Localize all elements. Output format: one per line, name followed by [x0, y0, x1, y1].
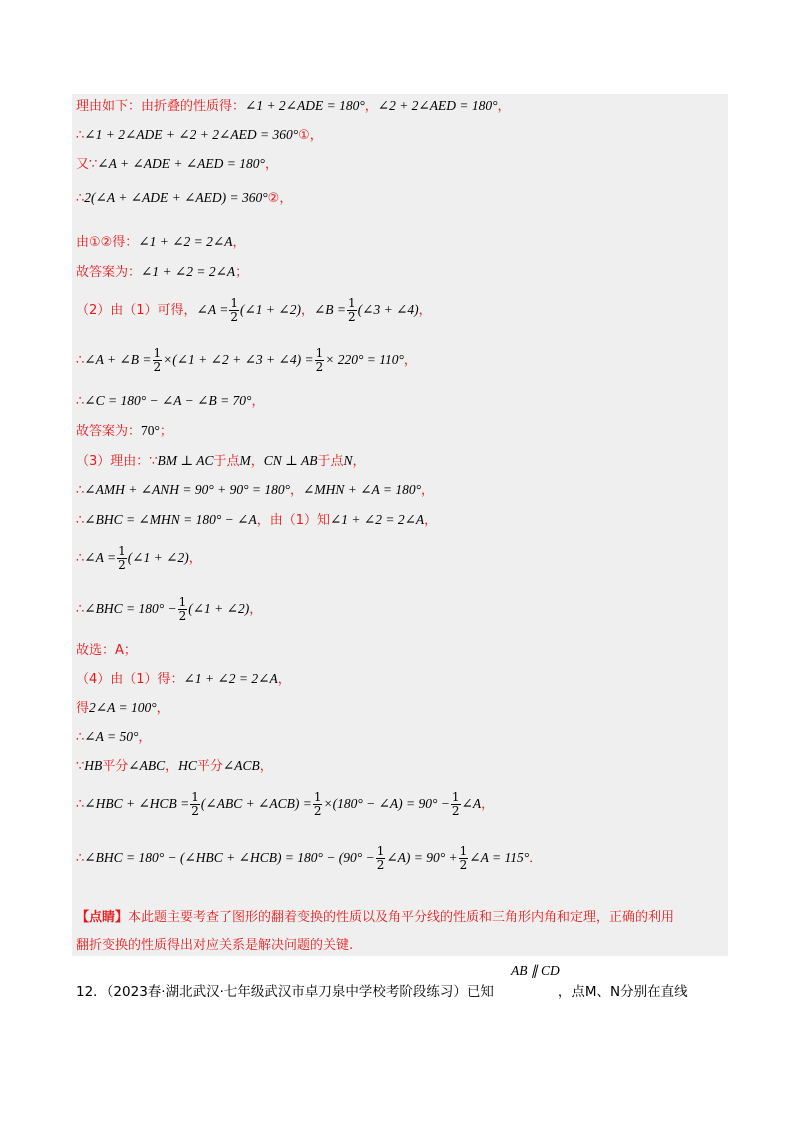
- line-12: ∴∠AMH + ∠ANH = 90° + 90° = 180°，∠MHN + ∠A = 180°，: [76, 482, 435, 498]
- fraction: $\frac{1}{2}$: [230, 296, 238, 324]
- question-12-stem: 12．（2023春·湖北武汉·七年级武汉市卓刀泉中学校考阶段练习）已知 ，点M、N分别在直线: [76, 984, 688, 1000]
- fraction: $\frac{1}{2}$: [118, 544, 126, 572]
- comment-line-1: 【点睛】本此题主要考查了图形的翻着变换的性质以及角平分线的性质和三角形内角和定理，正确的利用: [76, 910, 675, 925]
- line-14: ∴∠A = $\frac{1}{2}$ (∠1 + ∠2)，: [76, 544, 202, 572]
- line-22: ∴∠BHC = 180° − (∠HBC + ∠HCB) = 180° − (90° − $\frac{1}{2}$ ∠A) = 90° + $\frac{1}{2}$ ∠A = 115°．: [76, 844, 543, 872]
- fraction: $\frac{1}{2}$: [376, 844, 385, 872]
- line-3: 又∵∠A + ∠ADE + ∠AED = 180°，: [76, 156, 278, 172]
- line-21: ∴∠HBC + ∠HCB = $\frac{1}{2}$ (∠ABC + ∠ACB) = $\frac{1}{2}$ ×(180° − ∠A) = 90° − $\frac{1}{2}$ ∠A，: [76, 790, 495, 818]
- fraction: $\frac{1}{2}$: [191, 790, 199, 818]
- line-1: 理由如下：由折叠的性质得：∠1 + 2∠ADE = 180°，∠2 + 2∠AED = 180°，: [76, 98, 511, 114]
- line-9: ∴∠C = 180° − ∠A − ∠B = 70°，: [76, 393, 265, 409]
- line-13: ∴∠BHC = ∠MHN = 180° − ∠A，由（1）知∠1 + ∠2 = 2∠A，: [76, 512, 438, 528]
- fraction: $\frac{1}{2}$: [315, 346, 324, 374]
- question-12-condition: AB ∥ CD: [511, 963, 560, 978]
- line-7: （2）由（1）可得，∠A = $\frac{1}{2}$ (∠1 + ∠2)，∠B = $\frac{1}{2}$ (∠3 + ∠4)，: [76, 296, 432, 324]
- line-15: ∴∠BHC = 180° − $\frac{1}{2}$ (∠1 + ∠2)，: [76, 595, 263, 623]
- line-2: ∴∠1 + 2∠ADE + ∠2 + 2∠AED = 360°①，: [76, 127, 323, 143]
- fraction: $\frac{1}{2}$: [459, 844, 468, 872]
- line-10: 故答案为：70°；: [76, 423, 173, 439]
- line-18: 得2∠A = 100°，: [76, 700, 170, 716]
- line-8: ∴∠A + ∠B = $\frac{1}{2}$ ×(∠1 + ∠2 + ∠3 + ∠4) = $\frac{1}{2}$ × 220° = 110°，: [76, 346, 417, 374]
- line-5: 由①②得：∠1 + ∠2 = 2∠A，: [76, 234, 246, 250]
- comment-line-2: 翻折变换的性质得出对应关系是解决问题的关键.: [76, 938, 354, 953]
- fraction: $\frac{1}{2}$: [313, 790, 322, 818]
- line-16: 故选：A；: [76, 643, 137, 658]
- fraction: $\frac{1}{2}$: [153, 346, 162, 374]
- line-19: ∴∠A = 50°，: [76, 729, 152, 745]
- fraction: $\frac{1}{2}$: [178, 595, 187, 623]
- line-11: （3）理由：∵BM ⊥ AC于点M，CN ⊥ AB于点N，: [76, 453, 366, 469]
- line-6: 故答案为：∠1 + ∠2 = 2∠A；: [76, 264, 249, 280]
- line-20: ∵HB平分∠ABC，HC平分∠ACB，: [76, 758, 273, 774]
- fraction: $\frac{1}{2}$: [348, 296, 356, 324]
- fraction: $\frac{1}{2}$: [451, 790, 460, 818]
- line-4: ∴2(∠A + ∠ADE + ∠AED) = 360°②，: [76, 190, 293, 206]
- line-17: （4）由（1）得：∠1 + ∠2 = 2∠A，: [76, 671, 291, 687]
